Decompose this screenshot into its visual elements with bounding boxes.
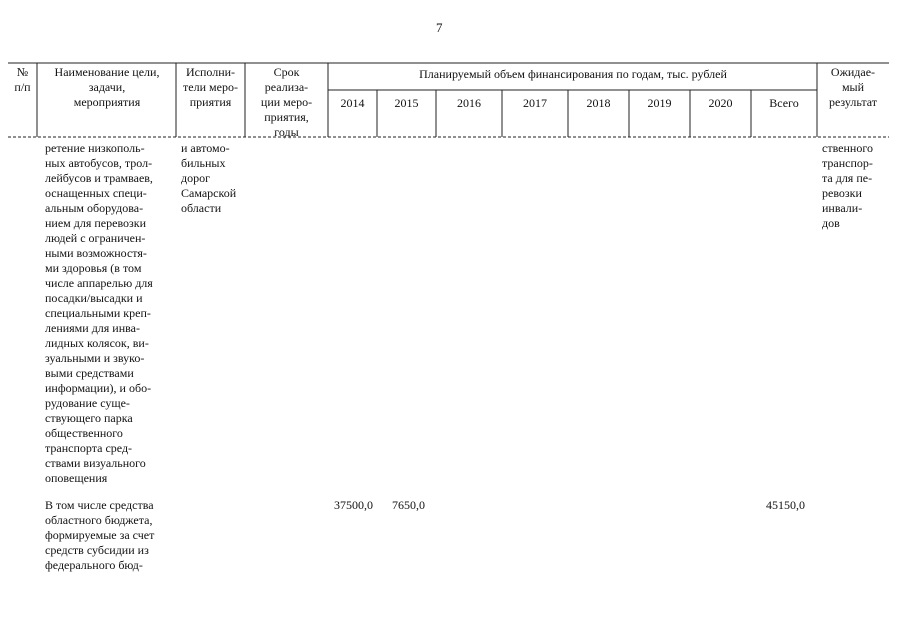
row1-executors: и автомо- бильных дорог Самарской области (181, 141, 237, 215)
page-number: 7 (436, 20, 443, 35)
header-year-2017: 2017 (523, 96, 547, 110)
header-year-2018: 2018 (586, 96, 611, 110)
row2-value-2014: 37500,0 (334, 498, 373, 512)
header-year-2015: 2015 (394, 96, 419, 110)
row2-name: В том числе средства областного бюджета, формируемые за счет средств субсидии из федерального бюд- (45, 498, 155, 572)
header-year-2019: 2019 (647, 96, 672, 110)
header-year-2016: 2016 (457, 96, 481, 110)
header-executors: Исполни- тели меро- приятия (183, 65, 238, 109)
row2-value-2015: 7650,0 (392, 498, 425, 512)
row1-name: ретение низкополь- ных автобусов, трол- лейбусов и трамваев, оснащенных специ- альным оборудова- нием для перевозки людей с ограничен- ными возможностя- ми здоровья (в том числе аппарелью для посадки/высадки и специальными креп- лениями для инва- лидных колясок, ви- зуальными и звуко- выми средствами информации), и обо- рудование суще- ствующего парка общественного транспорта сред- ствами визуального оповещения (45, 141, 153, 485)
header-year-2014: 2014 (340, 96, 365, 110)
header-num: № п/п (14, 65, 31, 94)
header-term: Срок реализа- ции меро- приятия, годы (260, 65, 313, 139)
row2-value-total: 45150,0 (766, 498, 805, 512)
header-funding: Планируемый объем финансирования по годам, тыс. рублей (419, 67, 727, 81)
header-total: Всего (769, 96, 799, 110)
header-result: Ожидае- мый результат (828, 65, 878, 109)
row1-result: ственного транспор- та для пе- ревозки инвали- дов (822, 141, 873, 230)
header-year-2020: 2020 (708, 96, 733, 110)
header-name: Наименование цели, задачи, мероприятия (54, 65, 160, 109)
